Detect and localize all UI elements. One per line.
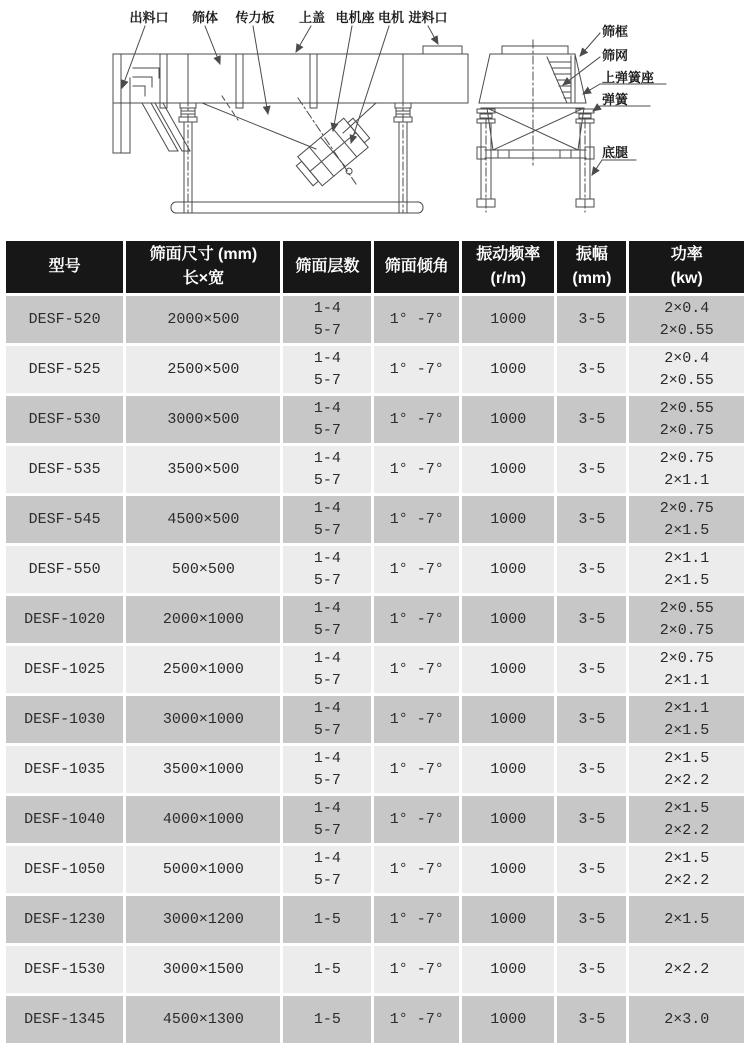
cell-model: DESF-1050: [6, 846, 123, 893]
cell-size: 4500×500: [126, 496, 280, 543]
cell-amplitude: 3-5: [557, 946, 626, 993]
top-cover-lip: [502, 46, 568, 54]
label-screen-frame: 筛框: [602, 24, 629, 39]
cell-amplitude: 3-5: [557, 596, 626, 643]
cell-angle: 1° -7°: [374, 746, 459, 793]
cell-power: 2×2.2: [629, 946, 744, 993]
header-frequency: 振动频率 (r/m): [462, 241, 554, 293]
cell-frequency: 1000: [462, 346, 554, 393]
label-motor-mount: 电机座: [335, 10, 375, 25]
cell-model: DESF-1530: [6, 946, 123, 993]
cell-amplitude: 3-5: [557, 696, 626, 743]
table-row: [6, 896, 744, 943]
leader-lines: [122, 26, 666, 175]
cell-model: DESF-545: [6, 496, 123, 543]
cell-amplitude: 3-5: [557, 996, 626, 1043]
cell-layers: 1-5: [283, 996, 371, 1043]
cross-brace: [487, 108, 584, 150]
cell-power: 2×0.55 2×0.75: [629, 396, 744, 443]
cell-amplitude: 3-5: [557, 846, 626, 893]
cell-amplitude: 3-5: [557, 446, 626, 493]
force-plate: [236, 54, 243, 108]
cell-layers: 1-4 5-7: [283, 396, 371, 443]
header-model: 型号: [6, 241, 123, 293]
force-plate: [310, 54, 317, 108]
header-layers: 筛面层数: [283, 241, 371, 293]
cell-model: DESF-1020: [6, 596, 123, 643]
table-row: [6, 946, 744, 993]
table-row: [6, 746, 744, 793]
cell-model: DESF-1035: [6, 746, 123, 793]
label-screen-body: 筛体: [191, 10, 219, 25]
cell-power: 2×0.75 2×1.1: [629, 446, 744, 493]
table-row: [6, 846, 744, 893]
cell-angle: 1° -7°: [374, 896, 459, 943]
cell-power: 2×1.5: [629, 896, 744, 943]
cell-model: DESF-530: [6, 396, 123, 443]
table-row: [6, 996, 744, 1043]
cell-size: 5000×1000: [126, 846, 280, 893]
cell-angle: 1° -7°: [374, 496, 459, 543]
label-discharge-outlet: 出料口: [129, 10, 169, 25]
cell-frequency: 1000: [462, 296, 554, 343]
cell-frequency: 1000: [462, 646, 554, 693]
table-row: [6, 346, 744, 393]
cell-size: 2500×1000: [126, 646, 280, 693]
cell-angle: 1° -7°: [374, 546, 459, 593]
cell-amplitude: 3-5: [557, 546, 626, 593]
cell-power: 2×0.75 2×1.5: [629, 496, 744, 543]
cell-size: 4500×1300: [126, 996, 280, 1043]
cell-frequency: 1000: [462, 846, 554, 893]
cell-frequency: 1000: [462, 696, 554, 743]
cell-angle: 1° -7°: [374, 296, 459, 343]
cell-frequency: 1000: [462, 396, 554, 443]
cell-frequency: 1000: [462, 996, 554, 1043]
cell-model: DESF-1030: [6, 696, 123, 743]
spec-table: [3, 238, 747, 1046]
cell-model: DESF-1345: [6, 996, 123, 1043]
bottom-legs: [481, 123, 590, 199]
cell-layers: 1-4 5-7: [283, 796, 371, 843]
cell-angle: 1° -7°: [374, 696, 459, 743]
cell-power: 2×1.1 2×1.5: [629, 696, 744, 743]
cell-layers: 1-4 5-7: [283, 546, 371, 593]
table-row: [6, 446, 744, 493]
cell-layers: 1-4 5-7: [283, 646, 371, 693]
cell-angle: 1° -7°: [374, 346, 459, 393]
cell-amplitude: 3-5: [557, 496, 626, 543]
table-row: [6, 396, 744, 443]
cell-angle: 1° -7°: [374, 996, 459, 1043]
cell-frequency: 1000: [462, 596, 554, 643]
screen-body: [113, 54, 468, 103]
cell-layers: 1-5: [283, 896, 371, 943]
table-row: [6, 296, 744, 343]
cell-model: DESF-1025: [6, 646, 123, 693]
spec-table-section: [0, 238, 750, 1046]
cell-size: 2000×500: [126, 296, 280, 343]
header-angle: 筛面倾角: [374, 241, 459, 293]
cell-size: 3000×500: [126, 396, 280, 443]
cell-power: 2×0.75 2×1.1: [629, 646, 744, 693]
cell-model: DESF-520: [6, 296, 123, 343]
cell-power: 2×1.5 2×2.2: [629, 796, 744, 843]
cell-model: DESF-1230: [6, 896, 123, 943]
end-view-drawing: [477, 40, 594, 212]
cell-angle: 1° -7°: [374, 646, 459, 693]
cell-amplitude: 3-5: [557, 796, 626, 843]
cell-size: 4000×1000: [126, 796, 280, 843]
table-row: [6, 796, 744, 843]
header-screen-size: 筛面尺寸 (mm) 长×宽: [126, 241, 280, 293]
feed-inlet: [423, 46, 462, 54]
cell-layers: 1-4 5-7: [283, 846, 371, 893]
screen-mesh-hatch: [549, 62, 571, 98]
cell-amplitude: 3-5: [557, 896, 626, 943]
cell-model: DESF-525: [6, 346, 123, 393]
screen-frame-edge: [571, 56, 575, 103]
support-leg: [394, 98, 412, 212]
label-spring: 弹簧: [602, 92, 629, 107]
cell-angle: 1° -7°: [374, 846, 459, 893]
cell-size: 3000×1000: [126, 696, 280, 743]
table-row: [6, 646, 744, 693]
cell-power: 2×0.4 2×0.55: [629, 346, 744, 393]
spec-table-body: [6, 296, 744, 1043]
cell-frequency: 1000: [462, 496, 554, 543]
cell-frequency: 1000: [462, 796, 554, 843]
vibration-motor: [292, 114, 379, 198]
table-row: [6, 496, 744, 543]
cell-model: DESF-535: [6, 446, 123, 493]
label-upper-spring-seat: 上弹簧座: [602, 70, 655, 85]
cell-model: DESF-550: [6, 546, 123, 593]
cell-power: 2×1.5 2×2.2: [629, 846, 744, 893]
support-leg: [179, 98, 197, 212]
cell-frequency: 1000: [462, 546, 554, 593]
cell-layers: 1-4 5-7: [283, 696, 371, 743]
table-row: [6, 696, 744, 743]
cell-size: 2500×500: [126, 346, 280, 393]
cell-layers: 1-4 5-7: [283, 296, 371, 343]
cell-amplitude: 3-5: [557, 646, 626, 693]
cell-amplitude: 3-5: [557, 396, 626, 443]
cell-angle: 1° -7°: [374, 946, 459, 993]
cell-layers: 1-4 5-7: [283, 596, 371, 643]
cell-power: 2×0.55 2×0.75: [629, 596, 744, 643]
cell-amplitude: 3-5: [557, 746, 626, 793]
cell-power: 2×3.0: [629, 996, 744, 1043]
cell-angle: 1° -7°: [374, 596, 459, 643]
label-force-plate: 传力板: [235, 10, 275, 25]
cell-angle: 1° -7°: [374, 446, 459, 493]
machine-diagram: [0, 0, 750, 238]
cell-layers: 1-5: [283, 946, 371, 993]
cell-frequency: 1000: [462, 896, 554, 943]
cell-power: 2×0.4 2×0.55: [629, 296, 744, 343]
cell-size: 3000×1200: [126, 896, 280, 943]
cell-amplitude: 3-5: [557, 346, 626, 393]
cell-amplitude: 3-5: [557, 296, 626, 343]
label-feed-inlet: 进料口: [408, 10, 448, 25]
base-plate: [171, 202, 423, 213]
cell-model: DESF-1040: [6, 796, 123, 843]
table-row: [6, 596, 744, 643]
cell-size: 3000×1500: [126, 946, 280, 993]
force-plate: [160, 54, 167, 108]
table-header-row: [6, 241, 744, 293]
cell-size: 500×500: [126, 546, 280, 593]
cell-layers: 1-4 5-7: [283, 746, 371, 793]
label-top-cover: 上盖: [298, 10, 326, 25]
cell-layers: 1-4 5-7: [283, 346, 371, 393]
cell-size: 3500×500: [126, 446, 280, 493]
cell-size: 3500×1000: [126, 746, 280, 793]
cell-frequency: 1000: [462, 946, 554, 993]
label-screen-mesh: 筛网: [602, 48, 629, 63]
label-bottom-leg: 底腿: [602, 145, 629, 160]
label-motor: 电机: [377, 10, 405, 25]
side-view-drawing: [113, 46, 468, 213]
cell-angle: 1° -7°: [374, 796, 459, 843]
cell-frequency: 1000: [462, 446, 554, 493]
cell-angle: 1° -7°: [374, 396, 459, 443]
cell-layers: 1-4 5-7: [283, 496, 371, 543]
cell-power: 2×1.1 2×1.5: [629, 546, 744, 593]
table-row: [6, 546, 744, 593]
cell-size: 2000×1000: [126, 596, 280, 643]
cell-layers: 1-4 5-7: [283, 446, 371, 493]
header-amplitude: 振幅 (mm): [557, 241, 626, 293]
cell-frequency: 1000: [462, 746, 554, 793]
cell-power: 2×1.5 2×2.2: [629, 746, 744, 793]
header-power: 功率 (kw): [629, 241, 744, 293]
